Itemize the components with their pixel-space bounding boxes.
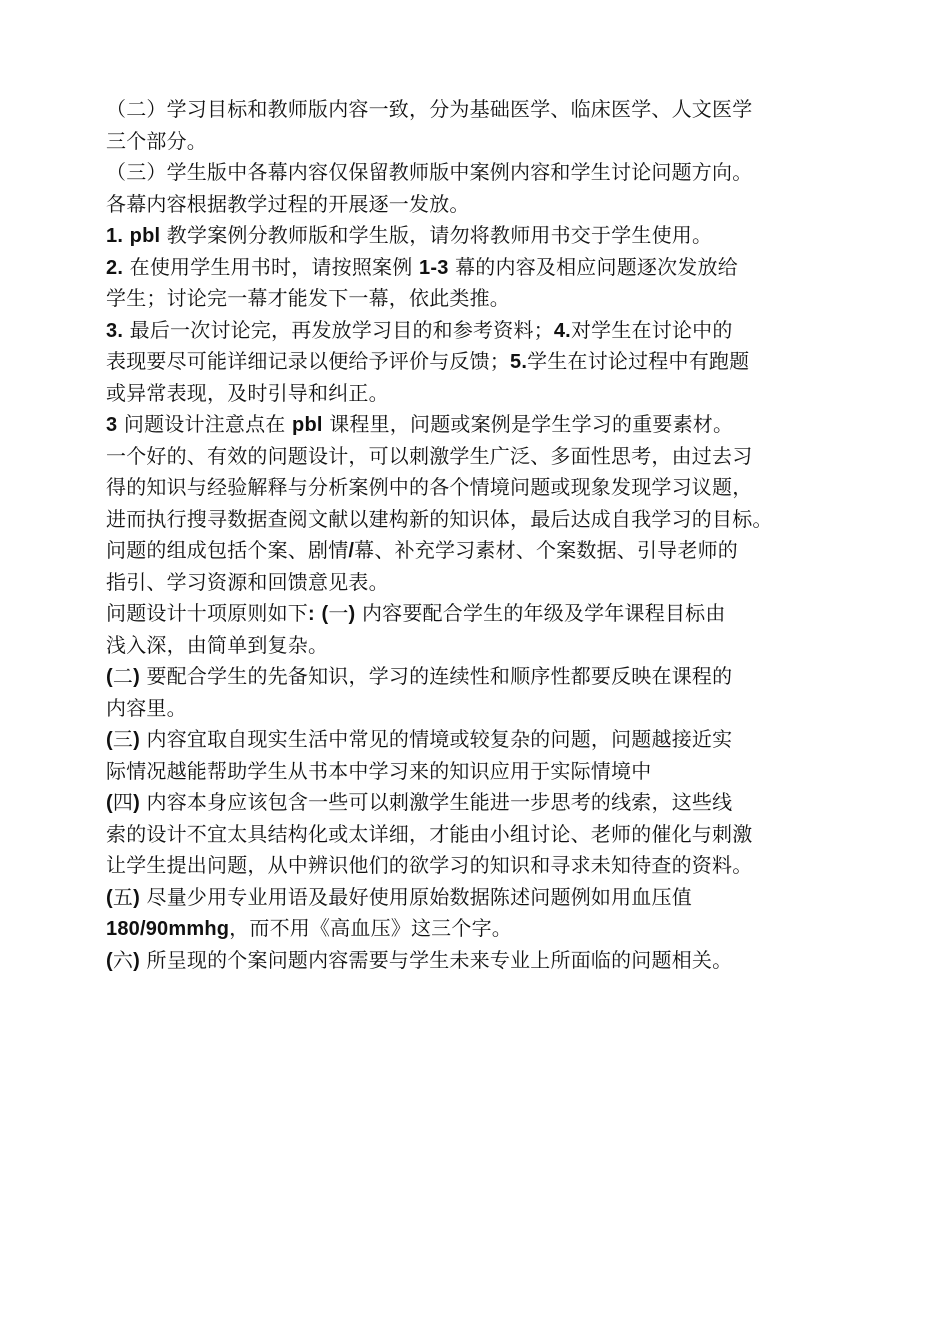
text-line (106, 126, 886, 158)
section-number: 3 (106, 414, 118, 436)
text-run: 180/90mmhg (106, 918, 230, 940)
text-run: 学生；讨论完一幕才能发下一幕，依此类推。 (106, 286, 510, 310)
text-line (106, 252, 886, 284)
text-line (106, 913, 886, 945)
text-run: : (308, 603, 315, 625)
text-run: 三个部分。 (106, 128, 207, 153)
list-number: 2. (106, 256, 124, 279)
text-run: 内容宜取自现实生活中常见的情境或较复杂的问题，问题越接近实 (139, 727, 733, 751)
text-line (106, 157, 886, 189)
text-run: （二）学习目标和教师版内容一致，分为基础医学、临床医学、人文医学 (106, 97, 753, 121)
text-run: 二 (112, 664, 134, 688)
text-run: 得的知识与经验解释与分析案例中的各个情境问题或现象发现学习议题， (106, 475, 753, 499)
text-run: 一 (328, 601, 349, 625)
text-run: 各幕内容根据教学过程的开展逐一发放。 (106, 191, 470, 216)
text-line (106, 315, 886, 347)
text-run: 浅入深，由简单到复杂。 (106, 632, 329, 657)
text-line (106, 567, 886, 599)
list-number: 3. (106, 319, 124, 342)
text-run: 1-3 (419, 256, 449, 279)
text-run: 进而执行搜寻数据查阅文献以建构新的知识体，最后达成自我学习的目标。 (106, 506, 773, 531)
text-run: 幕、补充学习素材、个案数据、引导老师的 (354, 538, 738, 562)
text-line (106, 724, 886, 756)
text-run: 表现要尽可能详细记录以便给予评价与反馈； (106, 349, 510, 373)
text-run: 在使用学生用书时，请按照案例 (123, 254, 420, 279)
text-run: 教学案例分教师版和学生版，请勿将教师用书交于学生使用。 (160, 223, 713, 247)
text-run: ) (133, 729, 140, 751)
text-run: ( (321, 603, 329, 625)
list-number: 4. (553, 319, 571, 342)
text-line (106, 630, 886, 662)
text-line (106, 850, 886, 882)
text-run: 幕的内容及相应问题逐次发放给 (448, 254, 738, 279)
text-run: 五 (112, 884, 134, 909)
text-run: 问题设计注意点在 (117, 412, 293, 436)
text-run: 所呈现的个案问题内容需要与学生未来专业上所面临的问题相关。 (139, 947, 733, 972)
text-run: / (348, 540, 355, 562)
text-line (106, 598, 886, 630)
text-run: 最后一次讨论完，再发放学习目的和参考资料； (123, 317, 554, 342)
text-line (106, 94, 886, 126)
text-run: 三 (112, 727, 134, 751)
text-run: 六 (112, 947, 134, 972)
text-run: ( (106, 949, 113, 972)
text-line (106, 189, 886, 221)
text-line (106, 693, 886, 725)
list-number: 5. (510, 351, 528, 373)
text-run: pbl (292, 414, 323, 436)
text-line (106, 441, 886, 473)
text-run: ( (106, 792, 113, 814)
text-run: ( (106, 729, 113, 751)
text-line (106, 756, 886, 788)
text-line (106, 661, 886, 693)
text-line (106, 220, 886, 252)
text-run: 尽量少用专业用语及最好使用原始数据陈述问题例如用血压值 (139, 884, 692, 909)
text-run: ) (133, 666, 140, 688)
text-run: 问题的组成包括个案、剧情 (106, 538, 349, 562)
text-line (106, 378, 886, 410)
text-run: 内容要配合学生的年级及学年课程目标由 (355, 601, 726, 625)
text-run: ( (106, 666, 113, 688)
text-run: 或异常表现，及时引导和纠正。 (106, 380, 389, 405)
list-number: 1. (106, 225, 124, 247)
text-run: 索的设计不宜太具结构化或太详细，才能由小组讨论、老师的催化与刺激 (106, 821, 753, 846)
text-run: 课程里，问题或案例是学生学习的重要素材。 (322, 412, 734, 436)
text-line (106, 819, 886, 851)
text-run: 指引、学习资源和回馈意见表。 (106, 569, 389, 594)
text-run: 让学生提出问题，从中辨识他们的欲学习的知识和寻求未知待查的资料。 (106, 853, 753, 877)
text-run: 问题设计十项原则如下 (106, 601, 308, 625)
text-line (106, 535, 886, 567)
body-text (106, 94, 886, 976)
text-run: ) (133, 792, 140, 814)
text-line (106, 472, 886, 504)
text-line (106, 283, 886, 315)
text-line (106, 787, 886, 819)
text-run: （三）学生版中各幕内容仅保留教师版中案例内容和学生讨论问题方向。 (106, 160, 753, 184)
text-run: 一个好的、有效的问题设计，可以刺激学生广泛、多面性思考，由过去习 (106, 443, 753, 468)
text-run: ) (133, 886, 140, 909)
text-run: ( (106, 886, 113, 909)
text-line (106, 504, 886, 536)
text-run: ) (348, 603, 356, 625)
text-line (106, 346, 886, 378)
text-run: 学生在讨论过程中有跑题 (527, 349, 750, 373)
text-line (106, 409, 886, 441)
text-run: ，而不用《高血压》这三个字。 (229, 916, 512, 940)
text-run: ) (133, 949, 140, 972)
text-line (106, 882, 886, 914)
text-run: 内容本身应该包含一些可以刺激学生能进一步思考的线索，这些线 (139, 790, 733, 814)
text-run: pbl (129, 225, 161, 247)
text-line (106, 945, 886, 977)
text-run: 四 (112, 790, 134, 814)
text-run: 对学生在讨论中的 (570, 317, 733, 342)
text-run: 内容里。 (106, 695, 187, 720)
text-run: 要配合学生的先备知识，学习的连续性和顺序性都要反映在课程的 (139, 664, 733, 688)
text-run: 际情况越能帮助学生从书本中学习来的知识应用于实际情境中 (106, 758, 652, 783)
